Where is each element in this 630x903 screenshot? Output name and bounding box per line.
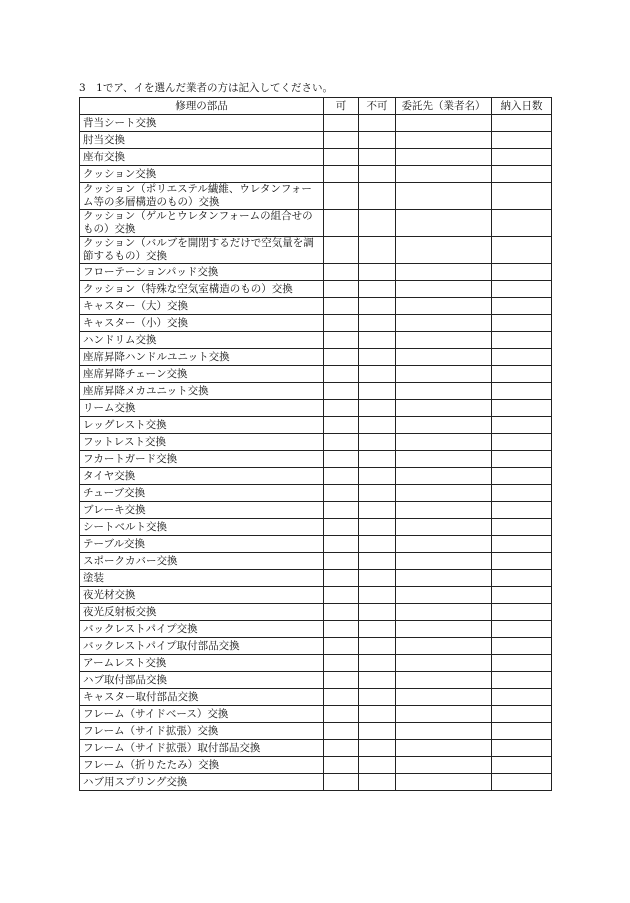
table-row	[80, 417, 552, 434]
part-name-cell: フカートガード交換	[80, 451, 324, 468]
part-name-cell: フレーム（サイド拡張）交換	[80, 723, 324, 740]
possible-cell[interactable]	[324, 417, 359, 434]
impossible-cell[interactable]	[359, 706, 396, 723]
delivery-days-cell[interactable]	[492, 210, 552, 237]
table-row	[80, 502, 552, 519]
table-row	[80, 536, 552, 553]
impossible-cell[interactable]	[359, 349, 396, 366]
impossible-cell[interactable]	[359, 672, 396, 689]
impossible-cell[interactable]	[359, 604, 396, 621]
contractor-cell[interactable]	[396, 655, 492, 672]
contractor-cell[interactable]	[396, 485, 492, 502]
delivery-days-cell[interactable]	[492, 132, 552, 149]
part-name-cell: 夜光反射板交換	[80, 604, 324, 621]
header-delivery-days: 納入日数	[492, 98, 552, 115]
table-row	[80, 621, 552, 638]
impossible-cell[interactable]	[359, 621, 396, 638]
delivery-days-cell[interactable]	[492, 383, 552, 400]
contractor-cell[interactable]	[396, 166, 492, 183]
part-name-cell: チューブ交換	[80, 485, 324, 502]
possible-cell[interactable]	[324, 383, 359, 400]
impossible-cell[interactable]	[359, 740, 396, 757]
header-impossible: 不可	[359, 98, 396, 115]
contractor-cell[interactable]	[396, 706, 492, 723]
contractor-cell[interactable]	[396, 468, 492, 485]
possible-cell[interactable]	[324, 570, 359, 587]
delivery-days-cell[interactable]	[492, 451, 552, 468]
table-row	[80, 383, 552, 400]
delivery-days-cell[interactable]	[492, 672, 552, 689]
impossible-cell[interactable]	[359, 638, 396, 655]
contractor-cell[interactable]	[396, 383, 492, 400]
contractor-cell[interactable]	[396, 621, 492, 638]
impossible-cell[interactable]	[359, 132, 396, 149]
possible-cell[interactable]	[324, 183, 359, 210]
impossible-cell[interactable]	[359, 689, 396, 706]
possible-cell[interactable]	[324, 115, 359, 132]
part-name-cell: フットレスト交換	[80, 434, 324, 451]
delivery-days-cell[interactable]	[492, 281, 552, 298]
part-name-cell: キャスター（大）交換	[80, 298, 324, 315]
table-row	[80, 468, 552, 485]
possible-cell[interactable]	[324, 774, 359, 791]
delivery-days-cell[interactable]	[492, 349, 552, 366]
contractor-cell[interactable]	[396, 587, 492, 604]
contractor-cell[interactable]	[396, 570, 492, 587]
table-row	[80, 451, 552, 468]
part-name-cell: フレーム（折りたたみ）交換	[80, 757, 324, 774]
contractor-cell[interactable]	[396, 434, 492, 451]
possible-cell[interactable]	[324, 149, 359, 166]
section-instruction: 3 1でア、イを選んだ業者の方は記入してください。	[79, 82, 334, 94]
table-row	[80, 672, 552, 689]
table-row	[80, 366, 552, 383]
header-part: 修理の部品	[80, 98, 324, 115]
delivery-days-cell[interactable]	[492, 366, 552, 383]
table-row	[80, 115, 552, 132]
delivery-days-cell[interactable]	[492, 774, 552, 791]
contractor-cell[interactable]	[396, 774, 492, 791]
part-name-cell: 背当シート交換	[80, 115, 324, 132]
impossible-cell[interactable]	[359, 655, 396, 672]
table-row	[80, 587, 552, 604]
impossible-cell[interactable]	[359, 553, 396, 570]
contractor-cell[interactable]	[396, 638, 492, 655]
impossible-cell[interactable]	[359, 264, 396, 281]
part-name-cell: 座席昇降チェーン交換	[80, 366, 324, 383]
table-row	[80, 132, 552, 149]
part-name-cell: 座布交換	[80, 149, 324, 166]
table-row	[80, 264, 552, 281]
table-row	[80, 655, 552, 672]
part-name-cell: フレーム（サイド拡張）取付部品交換	[80, 740, 324, 757]
possible-cell[interactable]	[324, 237, 359, 264]
part-name-cell: バックレストパイプ取付部品交換	[80, 638, 324, 655]
possible-cell[interactable]	[324, 166, 359, 183]
delivery-days-cell[interactable]	[492, 502, 552, 519]
contractor-cell[interactable]	[396, 451, 492, 468]
table-row	[80, 332, 552, 349]
delivery-days-cell[interactable]	[492, 434, 552, 451]
contractor-cell[interactable]	[396, 281, 492, 298]
impossible-cell[interactable]	[359, 237, 396, 264]
contractor-cell[interactable]	[396, 349, 492, 366]
impossible-cell[interactable]	[359, 366, 396, 383]
possible-cell[interactable]	[324, 723, 359, 740]
delivery-days-cell[interactable]	[492, 400, 552, 417]
possible-cell[interactable]	[324, 757, 359, 774]
possible-cell[interactable]	[324, 366, 359, 383]
contractor-cell[interactable]	[396, 519, 492, 536]
table-row	[80, 604, 552, 621]
part-name-cell: フレーム（サイドベース）交換	[80, 706, 324, 723]
table-row	[80, 723, 552, 740]
table-row	[80, 553, 552, 570]
table-row	[80, 315, 552, 332]
possible-cell[interactable]	[324, 553, 359, 570]
delivery-days-cell[interactable]	[492, 740, 552, 757]
part-name-cell: アームレスト交換	[80, 655, 324, 672]
contractor-cell[interactable]	[396, 237, 492, 264]
table-row	[80, 757, 552, 774]
delivery-days-cell[interactable]	[492, 115, 552, 132]
part-name-cell: 塗装	[80, 570, 324, 587]
table-header-row	[80, 98, 552, 115]
table-row	[80, 183, 552, 210]
table-row	[80, 281, 552, 298]
part-name-cell: 肘当交換	[80, 132, 324, 149]
possible-cell[interactable]	[324, 451, 359, 468]
contractor-cell[interactable]	[396, 536, 492, 553]
table-row	[80, 740, 552, 757]
delivery-days-cell[interactable]	[492, 264, 552, 281]
impossible-cell[interactable]	[359, 723, 396, 740]
possible-cell[interactable]	[324, 672, 359, 689]
part-name-cell: バックレストパイプ交換	[80, 621, 324, 638]
table-row	[80, 237, 552, 264]
possible-cell[interactable]	[324, 587, 359, 604]
impossible-cell[interactable]	[359, 417, 396, 434]
impossible-cell[interactable]	[359, 536, 396, 553]
impossible-cell[interactable]	[359, 183, 396, 210]
table-row	[80, 400, 552, 417]
delivery-days-cell[interactable]	[492, 757, 552, 774]
delivery-days-cell[interactable]	[492, 332, 552, 349]
impossible-cell[interactable]	[359, 434, 396, 451]
contractor-cell[interactable]	[396, 115, 492, 132]
delivery-days-cell[interactable]	[492, 604, 552, 621]
contractor-cell[interactable]	[396, 315, 492, 332]
table-row	[80, 298, 552, 315]
delivery-days-cell[interactable]	[492, 417, 552, 434]
part-name-cell: キャスター（小）交換	[80, 315, 324, 332]
contractor-cell[interactable]	[396, 183, 492, 210]
delivery-days-cell[interactable]	[492, 237, 552, 264]
impossible-cell[interactable]	[359, 149, 396, 166]
contractor-cell[interactable]	[396, 740, 492, 757]
delivery-days-cell[interactable]	[492, 706, 552, 723]
impossible-cell[interactable]	[359, 570, 396, 587]
contractor-cell[interactable]	[396, 210, 492, 237]
part-name-cell: ハブ取付部品交換	[80, 672, 324, 689]
possible-cell[interactable]	[324, 502, 359, 519]
contractor-cell[interactable]	[396, 149, 492, 166]
delivery-days-cell[interactable]	[492, 587, 552, 604]
delivery-days-cell[interactable]	[492, 638, 552, 655]
contractor-cell[interactable]	[396, 757, 492, 774]
table-row	[80, 519, 552, 536]
table-row	[80, 689, 552, 706]
table-row	[80, 434, 552, 451]
possible-cell[interactable]	[324, 485, 359, 502]
impossible-cell[interactable]	[359, 468, 396, 485]
table-row	[80, 706, 552, 723]
part-name-cell: テーブル交換	[80, 536, 324, 553]
possible-cell[interactable]	[324, 655, 359, 672]
contractor-cell[interactable]	[396, 366, 492, 383]
impossible-cell[interactable]	[359, 383, 396, 400]
contractor-cell[interactable]	[396, 502, 492, 519]
delivery-days-cell[interactable]	[492, 468, 552, 485]
part-name-cell: キャスター取付部品交換	[80, 689, 324, 706]
impossible-cell[interactable]	[359, 451, 396, 468]
delivery-days-cell[interactable]	[492, 621, 552, 638]
delivery-days-cell[interactable]	[492, 570, 552, 587]
part-name-cell: リーム交換	[80, 400, 324, 417]
part-name-cell: ブレーキ交換	[80, 502, 324, 519]
possible-cell[interactable]	[324, 349, 359, 366]
part-name-cell: レッグレスト交換	[80, 417, 324, 434]
possible-cell[interactable]	[324, 264, 359, 281]
delivery-days-cell[interactable]	[492, 183, 552, 210]
part-name-cell: クッション（ポリエステル繊維、ウレタンフォーム等の多層構造のもの）交換	[80, 183, 324, 210]
part-name-cell: クッション（バルブを開閉するだけで空気量を調節するもの）交換	[80, 237, 324, 264]
part-name-cell: クッション交換	[80, 166, 324, 183]
part-name-cell: クッション（特殊な空気室構造のもの）交換	[80, 281, 324, 298]
delivery-days-cell[interactable]	[492, 655, 552, 672]
possible-cell[interactable]	[324, 434, 359, 451]
contractor-cell[interactable]	[396, 332, 492, 349]
table-row	[80, 570, 552, 587]
possible-cell[interactable]	[324, 332, 359, 349]
contractor-cell[interactable]	[396, 264, 492, 281]
header-possible: 可	[324, 98, 359, 115]
delivery-days-cell[interactable]	[492, 149, 552, 166]
possible-cell[interactable]	[324, 706, 359, 723]
impossible-cell[interactable]	[359, 400, 396, 417]
possible-cell[interactable]	[324, 740, 359, 757]
part-name-cell: ハブ用スプリング交換	[80, 774, 324, 791]
table-body	[80, 115, 552, 791]
impossible-cell[interactable]	[359, 774, 396, 791]
contractor-cell[interactable]	[396, 723, 492, 740]
repair-parts-table	[79, 97, 552, 791]
contractor-cell[interactable]	[396, 553, 492, 570]
impossible-cell[interactable]	[359, 281, 396, 298]
delivery-days-cell[interactable]	[492, 166, 552, 183]
possible-cell[interactable]	[324, 468, 359, 485]
part-name-cell: タイヤ交換	[80, 468, 324, 485]
possible-cell[interactable]	[324, 315, 359, 332]
part-name-cell: フローテーションパッド交換	[80, 264, 324, 281]
impossible-cell[interactable]	[359, 298, 396, 315]
part-name-cell: 座席昇降メカユニット交換	[80, 383, 324, 400]
part-name-cell: スポークカバー交換	[80, 553, 324, 570]
possible-cell[interactable]	[324, 132, 359, 149]
table-row	[80, 485, 552, 502]
delivery-days-cell[interactable]	[492, 723, 552, 740]
contractor-cell[interactable]	[396, 417, 492, 434]
delivery-days-cell[interactable]	[492, 689, 552, 706]
possible-cell[interactable]	[324, 604, 359, 621]
contractor-cell[interactable]	[396, 400, 492, 417]
table-row	[80, 349, 552, 366]
delivery-days-cell[interactable]	[492, 519, 552, 536]
impossible-cell[interactable]	[359, 757, 396, 774]
part-name-cell: ハンドリム交換	[80, 332, 324, 349]
delivery-days-cell[interactable]	[492, 536, 552, 553]
contractor-cell[interactable]	[396, 604, 492, 621]
part-name-cell: クッション（ゲルとウレタンフォームの組合せのもの）交換	[80, 210, 324, 237]
possible-cell[interactable]	[324, 519, 359, 536]
impossible-cell[interactable]	[359, 166, 396, 183]
table-row	[80, 149, 552, 166]
possible-cell[interactable]	[324, 536, 359, 553]
impossible-cell[interactable]	[359, 315, 396, 332]
delivery-days-cell[interactable]	[492, 298, 552, 315]
header-contractor: 委託先（業者名）	[396, 98, 492, 115]
impossible-cell[interactable]	[359, 115, 396, 132]
table-row	[80, 774, 552, 791]
part-name-cell: 座席昇降ハンドルユニット交換	[80, 349, 324, 366]
possible-cell[interactable]	[324, 621, 359, 638]
impossible-cell[interactable]	[359, 210, 396, 237]
delivery-days-cell[interactable]	[492, 315, 552, 332]
contractor-cell[interactable]	[396, 672, 492, 689]
contractor-cell[interactable]	[396, 132, 492, 149]
contractor-cell[interactable]	[396, 689, 492, 706]
impossible-cell[interactable]	[359, 502, 396, 519]
possible-cell[interactable]	[324, 210, 359, 237]
delivery-days-cell[interactable]	[492, 485, 552, 502]
impossible-cell[interactable]	[359, 587, 396, 604]
possible-cell[interactable]	[324, 689, 359, 706]
delivery-days-cell[interactable]	[492, 553, 552, 570]
table-row	[80, 210, 552, 237]
part-name-cell: 夜光材交換	[80, 587, 324, 604]
impossible-cell[interactable]	[359, 332, 396, 349]
possible-cell[interactable]	[324, 638, 359, 655]
part-name-cell: シートベルト交換	[80, 519, 324, 536]
possible-cell[interactable]	[324, 400, 359, 417]
impossible-cell[interactable]	[359, 519, 396, 536]
table-row	[80, 638, 552, 655]
possible-cell[interactable]	[324, 281, 359, 298]
impossible-cell[interactable]	[359, 485, 396, 502]
possible-cell[interactable]	[324, 298, 359, 315]
contractor-cell[interactable]	[396, 298, 492, 315]
table-row	[80, 166, 552, 183]
